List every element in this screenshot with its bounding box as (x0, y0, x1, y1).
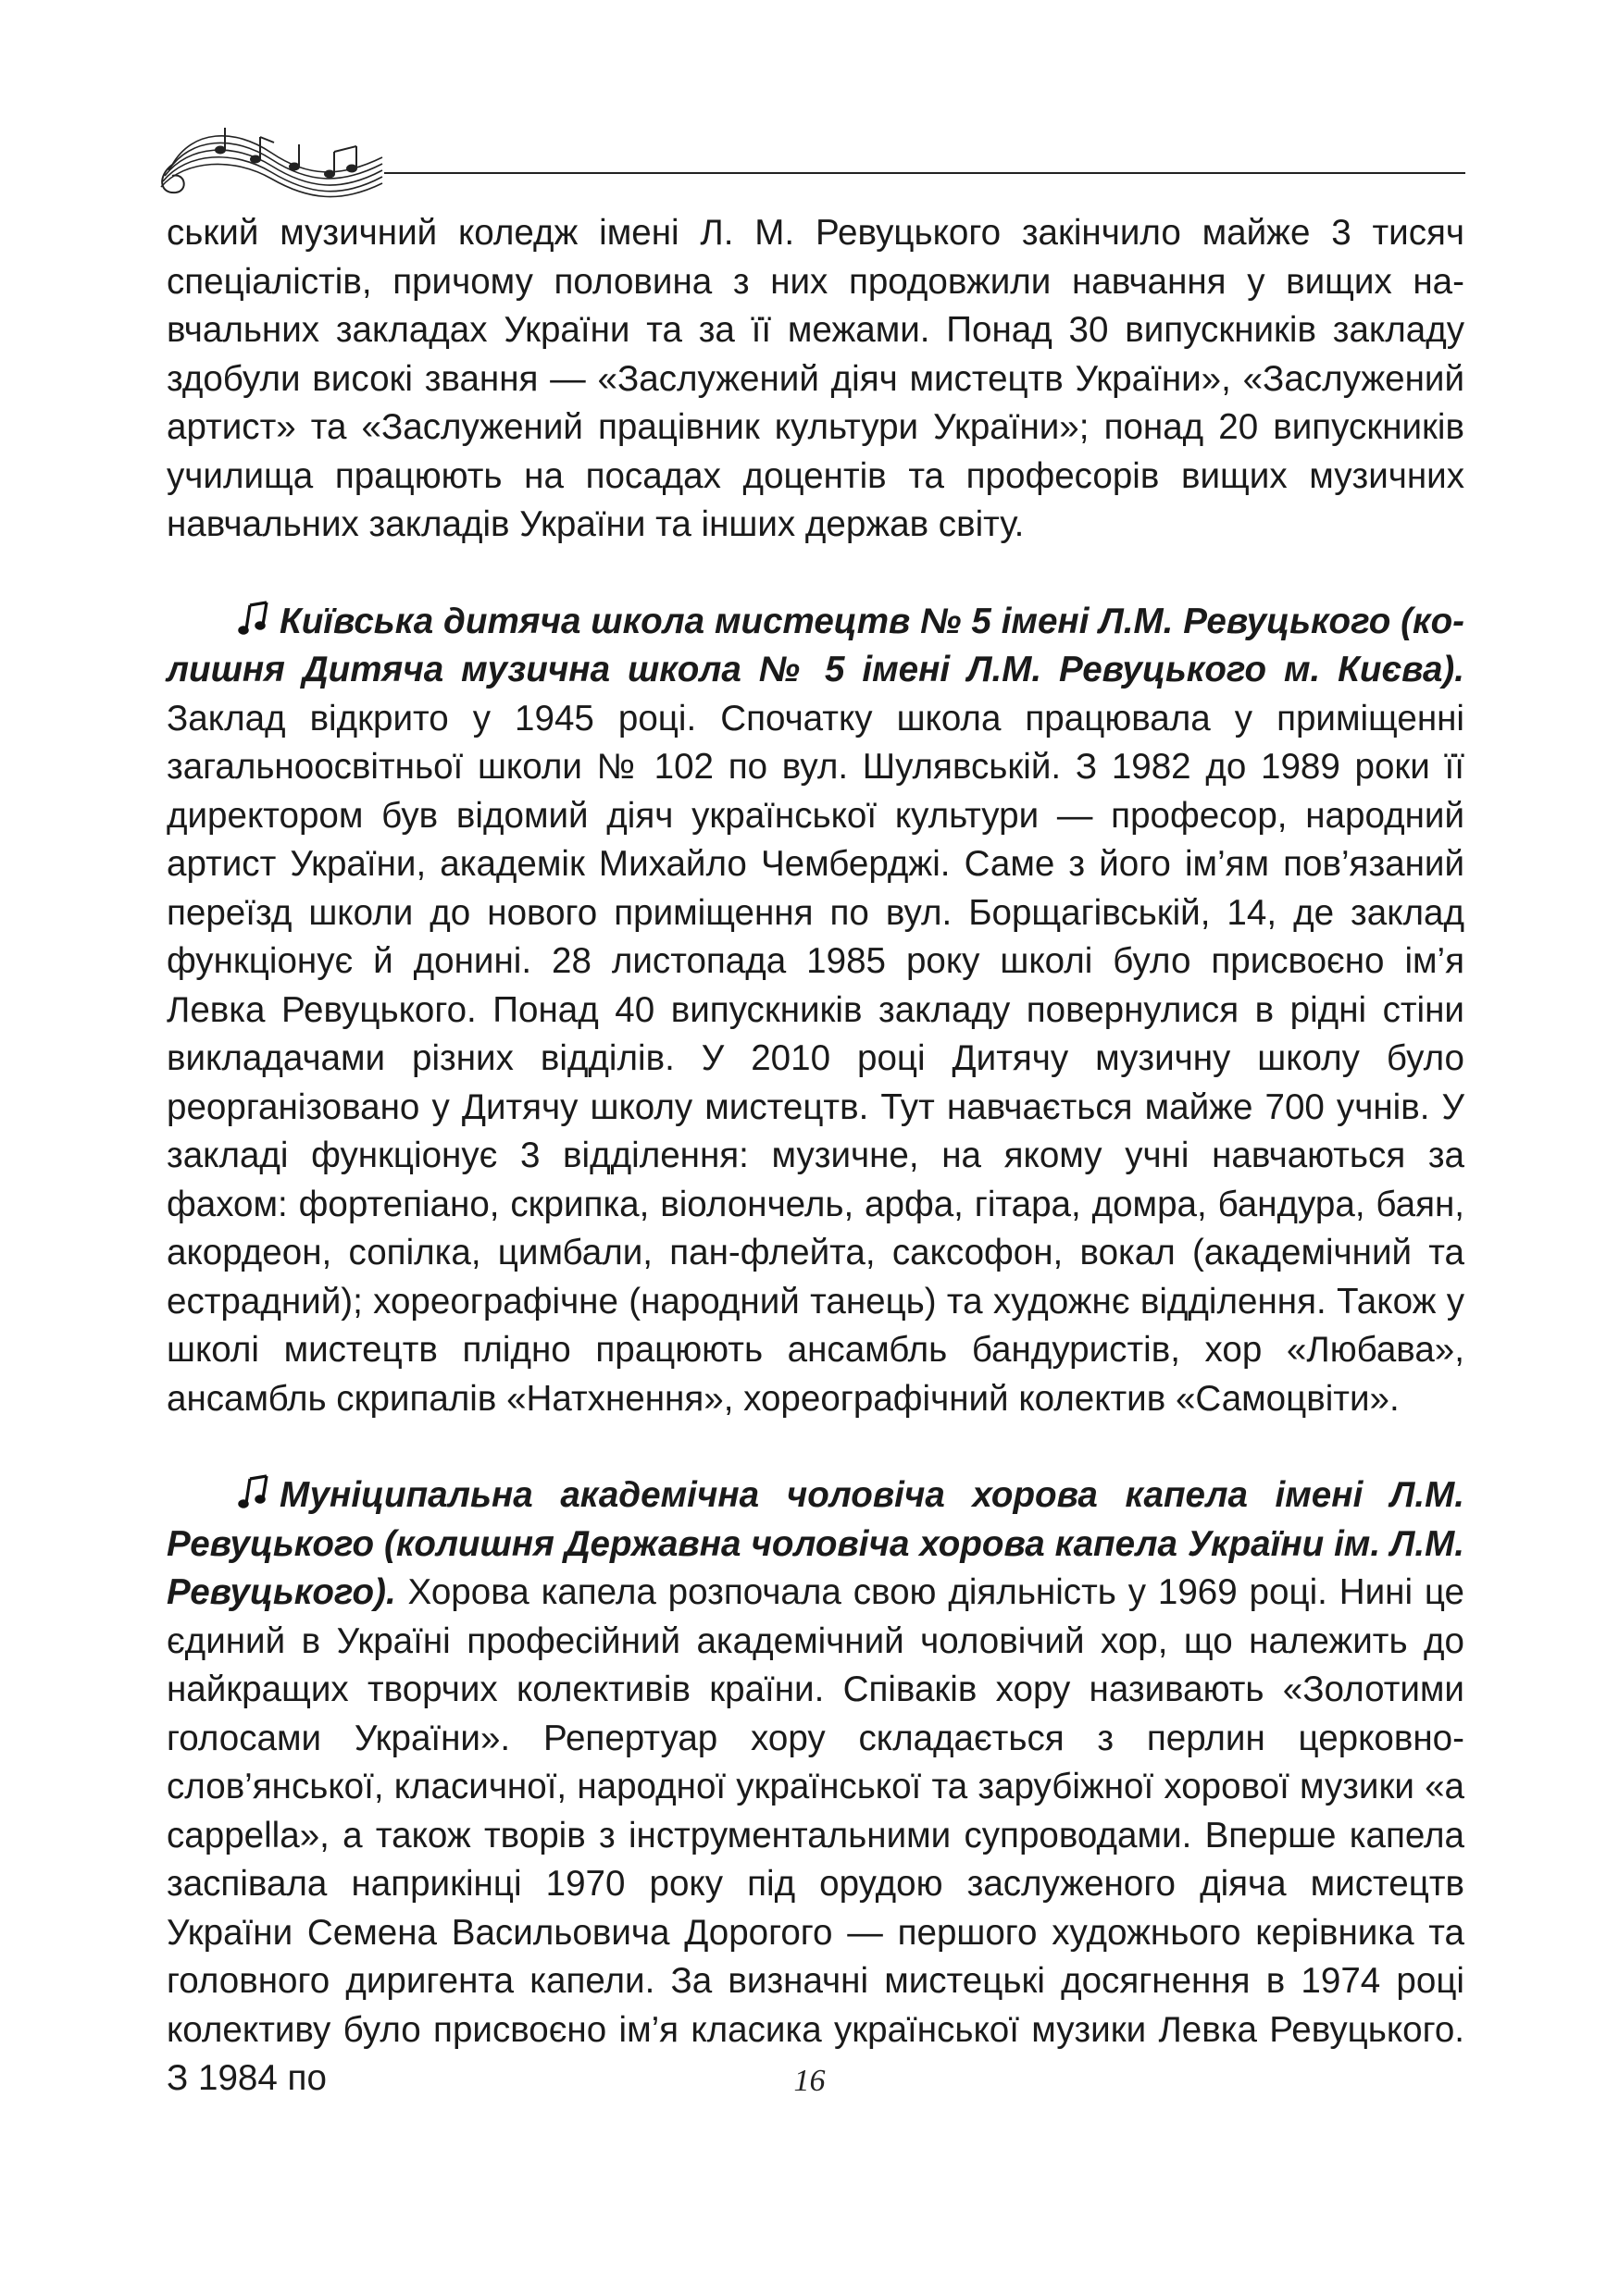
paragraph-2 (167, 598, 1464, 1424)
paragraph-text: Хорова капела розпочала свою діяльність у 1969 році. Нині це єдиний в Україні професійний академічний чоловічий хор, що належить до найкращих творчих колективів країни. Співаків хору називають «Золотими голосами України». Репертуар хору складається з перлин церковно-слов’янської, класичної, народної української та зарубіжної хорової музики «a cappella», а також творів з інструментальними супроводами. Вперше капела заспівала наприкінці 1970 року під орудою заслуженого діяча мистецтв України Семена Васильовича Дорогого — першого художнього керівника та головного диригента капели. За визначні мистецькі досягнення в 1974 році колективу було присвоєно ім’я класика української музики Левка Ревуцького. З 1984 по (167, 1572, 1464, 2098)
header-rule (384, 172, 1465, 174)
music-staff-icon (156, 111, 387, 199)
paragraph-text: Заклад відкрито у 1945 році. Спочатку школа працювала у приміщенні загальноосвітньої школи № 102 по вул. Шулявській. З 1982 до 1989 роки її директором був відомий діяч української культури — професор, народний артист України, академік Михайло Чемберджі. Саме з його ім’ям пов’язаний переїзд школи до нового приміщення по вул. Борщагівській, 14, де заклад функціонує й донині. 28 листопада 1985 року школі було присвоєно ім’я Левка Ревуцького. Понад 40 випускників закладу повернулися в рідні стіни викладачами різних відділів. У 2010 році Дитячу музичну школу було реорганізовано у Дитячу школу мистецтв. Тут навчається майже 700 учнів. У закладі функціонує 3 відділення: музичне, на якому учні навчаються за фахом: фортепіано, скрипка, віолончель, арфа, гітара, домра, бандура, баян, акордеон, сопілка, цимбали, пан-флейта, саксофон, вокал (академічний та естрадний); хореографічне (народний танець) та художнє відділення. Також у школі мистецтв плідно працюють ансамбль бандуристів, хор «Любава», ансамбль скрипалів «Натхнення», хореографічний колектив «Самоцвіти». (167, 698, 1464, 1419)
paragraph-1 (167, 209, 1464, 550)
section-title: Муніципальна академічна чоловіча хорова капела імені Л.М. Ревуцького (колишня Державна чоловіча хорова капела України ім. Л.М. Ревуцького). (167, 1475, 1464, 1612)
page-number: 16 (793, 2064, 826, 2098)
music-note-icon (237, 600, 270, 637)
paragraph-3 (167, 1471, 1464, 2104)
section-title: Київська дитяча школа мистецтв № 5 імені Л.М. Ревуцького (колишня Дитяча музична школа № 5 імені Л.М. Ревуцького м. Києва). (167, 601, 1464, 689)
music-note-icon (237, 1473, 270, 1510)
page-content (167, 209, 1464, 2104)
paragraph-text: ський музичний коледж імені Л. М. Ревуцького закінчило майже 3 тисяч спеціалістів, причому половина з них продовжили навчання у вищих навчальних закладах України та за її межами. Понад 30 випускників закладу здобули високі звання — «Заслужений діяч мистецтв України», «Заслужений артист» та «Заслужений працівник культури України»; понад 20 випускників училища працюють на посадах доцентів та професорів вищих музичних навчальних закладів України та інших держав світу. (167, 213, 1464, 544)
